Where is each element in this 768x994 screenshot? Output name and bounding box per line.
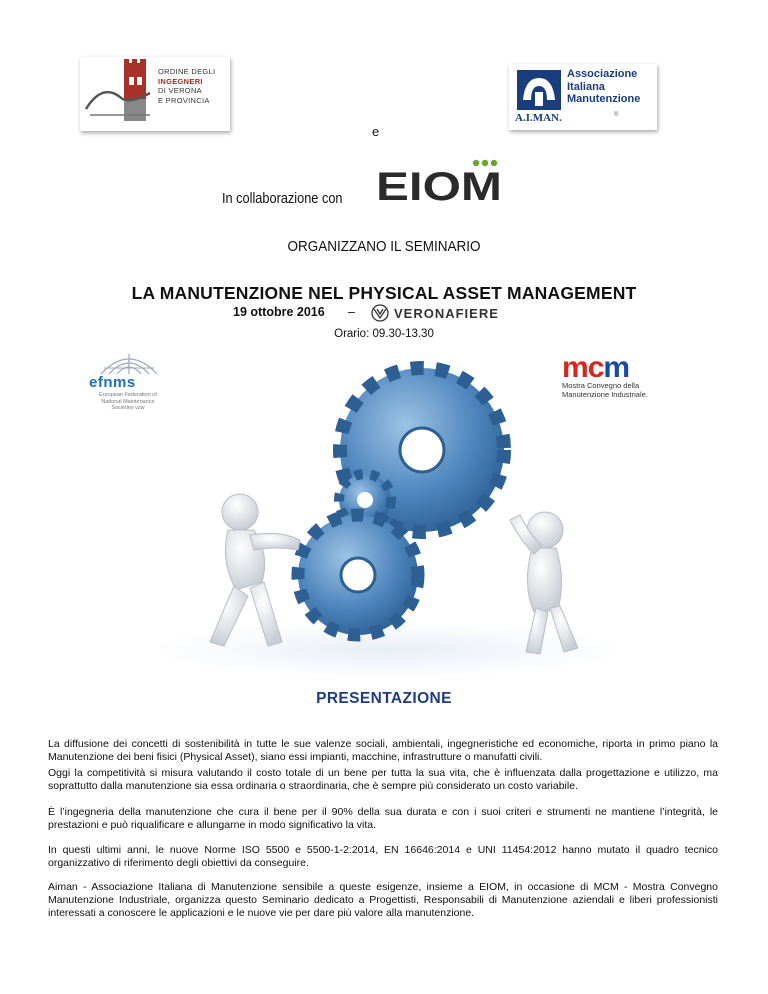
mcm-line1: Mostra Convegno della [562,381,640,390]
date-dash: – [348,305,355,319]
presentation-paragraph-4: In questi ultimi anni, le nuove Norme ISO 5500 e 5500-1-2:2014, EN 16646:2014 e UNI 11454:2012 hanno mutato il quadro tecnico organizzativo di riferimento degli obiettivi da conseguire. [48,844,718,869]
aiman-line2: Italiana [567,80,605,93]
efnms-line2: National Maintenance [101,398,155,405]
conjunction-text: e [372,124,380,139]
efnms-subtitle [98,392,158,412]
gears-illustration [150,350,625,675]
organizer-line: ORGANIZZANO IL SEMINARIO [287,238,481,255]
ordine-line1: ORDINE DEGLI [158,67,216,76]
presentation-paragraph-3: È l’ingegneria della manutenzione che cura il bene per il 90% della sua durata e con i suoi criteri e strumenti ne mantiene l’integrità, le prestazioni e può riqualificare e allungarne in modo significativo la vita. [48,806,718,831]
aiman-logo [509,64,657,130]
seminar-date: 19 ottobre 2016 [233,305,325,319]
collaboration-label: In collaborazione con [222,190,343,207]
presentation-paragraph-2: Oggi la competitività si misura valutando il costo totale di un bene per tutta la sua vita, che è influenzata dalla progettazione e utilizzo, ma soprattutto dalla manutenzione sia essa ordinaria o straordinaria, che è sempre più considerato un costo variabile. [48,767,718,792]
seminar-title: LA MANUTENZIONE NEL PHYSICAL ASSET MANAGEMENT [131,283,637,303]
aiman-acronym: A.I.MAN. [515,112,562,124]
efnms-wordmark: efnms [89,374,136,391]
presentation-heading: PRESENTAZIONE [316,690,452,707]
registered-mark: ® [614,112,619,118]
aiman-emblem-icon [517,70,561,110]
aiman-line3: Manutenzione [567,93,641,105]
efnms-line1: European Federation of [99,392,157,398]
ordine-line2: INGEGNERI [158,76,203,86]
aiman-line1: Associazione [567,68,638,80]
aiman-name [567,68,640,106]
eiom-wordmark: EIOM [376,165,502,202]
veronafiere-wordmark: VERONAFIERE [394,306,499,321]
eiom-logo [376,158,504,202]
veronafiere-logo [370,303,530,323]
ordine-logo-text [158,67,215,105]
medium-gear-icon [298,515,418,635]
mcm-letter-c: c [587,351,604,384]
castle-bridge-emblem-icon [80,57,158,131]
veronafiere-emblem-icon [372,305,388,321]
mcm-line2: Manutenzione Industriale. [562,389,648,399]
left-figure-icon [210,494,300,646]
mcm-letter-m1: m [562,351,588,384]
ordine-ingegneri-logo [80,57,230,131]
efnms-line3: Societies vzw [111,405,145,411]
ordine-line4: E PROVINCIA [158,95,210,105]
mcm-letter-m2: m [603,351,630,384]
presentation-paragraph-1: La diffusione dei concetti di sostenibilità in tutte le sue valenze sociali, ambientali, ingegneristiche ed economiche, riporta in primo piano la Manutenzione dei beni fisici (Physical Asset), siano essi impianti, macchine, infrastrutture o manufatti civili. [48,738,718,763]
presentation-paragraph-5: Aiman - Associazione Italiana di Manutenzione sensibile a queste esigenze, insieme a EIOM, in occasione di MCM - Mostra Convegno Manutenzione Industriale, organizza questo Seminario dedicato a Progettisti, Responsabili di Manutenzione aziendali e liberi professionisti interessati a conoscere le applicazioni e le nuove vie per dare più valore alla manutenzione. [48,881,718,919]
seminar-hours: Orario: 09.30-13.30 [334,328,434,340]
ordine-line3: DI VERONA [158,86,202,95]
